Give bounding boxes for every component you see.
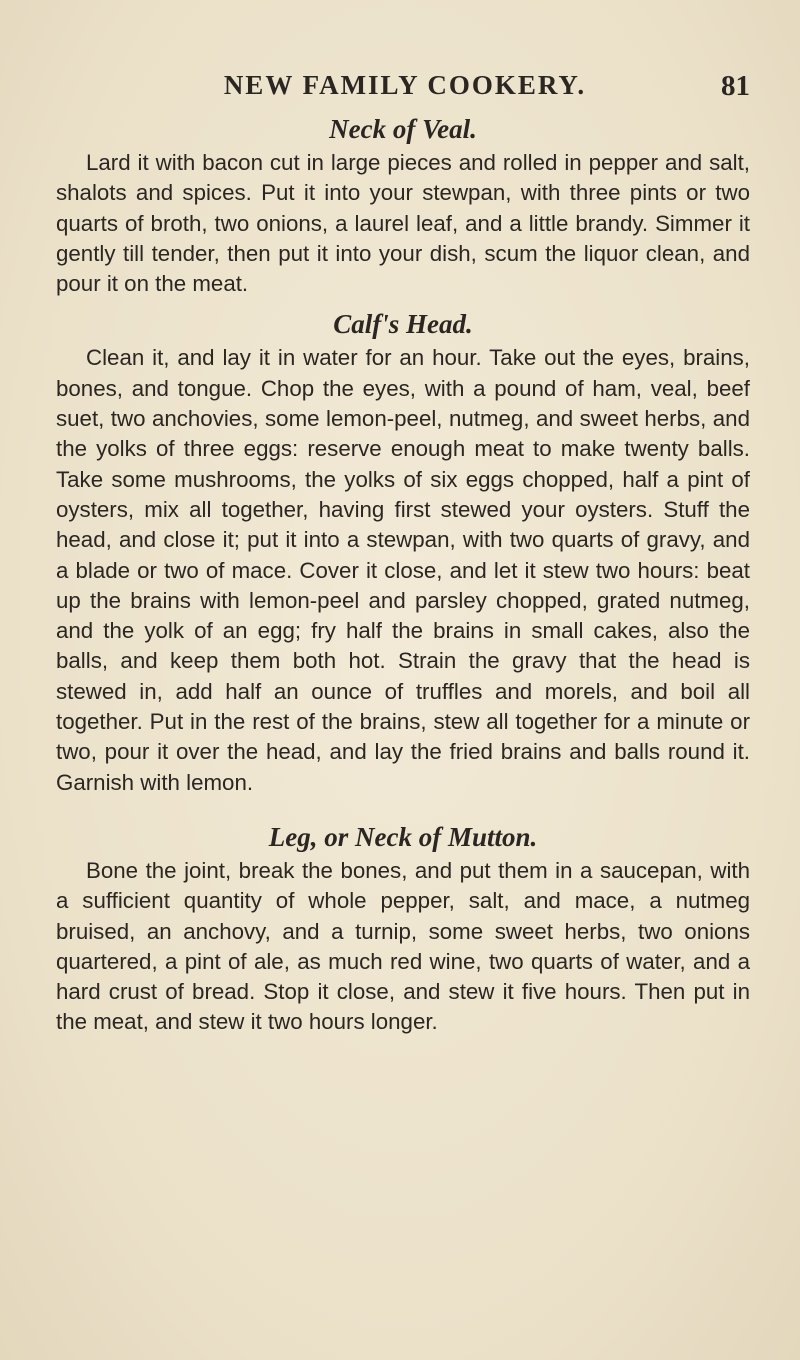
recipe-title: Calf's Head.	[333, 309, 473, 340]
recipe-text: Lard it with bacon cut in large pieces and rolled in pepper and salt, shalots and spices. Put it into your stewpan, with three pints or two quarts of broth, two onions, a laurel leaf, and a little brandy. Simmer it gently till tender, then put it into your dish, scum the liquor clean, and pour it on the meat.	[56, 150, 750, 297]
recipe-text: Bone the joint, break the bones, and put them in a saucepan, with a sufficient quantity of whole pepper, salt, and mace, a nutmeg bruised, an anchovy, and a turnip, some sweet herbs, two onions quartered, a pint of ale, as much red wine, two quarts of water, and a hard crust of bread. Stop it close, and stew it five hours. Then put in the meat, and stew it two hours longer.	[56, 857, 750, 1035]
page-content	[56, 110, 750, 1038]
page-number: 81	[721, 70, 750, 102]
recipe-text: Clean it, and lay it in water for an hour. Take out the eyes, brains, bones, and tongue. Chop the eyes, with a pound of ham, veal, beef suet, two anchovies, some lemon-peel, nutmeg, and sweet herbs, and the yolks of three eggs: reserve enough meat to make twenty balls. Take some mushrooms, the yolks of six eggs chopped, half a pint of oysters, mix all together, having first stewed your oysters. Stuff the head, and close it; put it into a stewpan, with two quarts of gravy, and a blade or two of mace. Cover it close, and let it stew two hours: beat up the brains with lemon-peel and parsley chopped, grated nutmeg, and the yolk of an egg; fry half the brains in small cakes, also the balls, and keep them both hot. Strain the gravy that the head is stewed in, add half an ounce of truffles and morels, and boil all together. Put in the rest of the brains, stew all together for a minute or two, pour it over the head, and lay the fried brains and balls round it. Garnish with lemon.	[56, 345, 750, 795]
recipe-neck-of-veal	[56, 110, 750, 299]
recipe-calfs-head	[56, 305, 750, 797]
running-title: NEW FAMILY COOKERY.	[223, 70, 587, 100]
recipe-title: Leg, or Neck of Mutton.	[268, 821, 538, 852]
recipe-title: Neck of Veal.	[329, 114, 477, 144]
running-header	[60, 70, 750, 110]
recipe-leg-or-neck-of-mutton	[56, 818, 750, 1038]
